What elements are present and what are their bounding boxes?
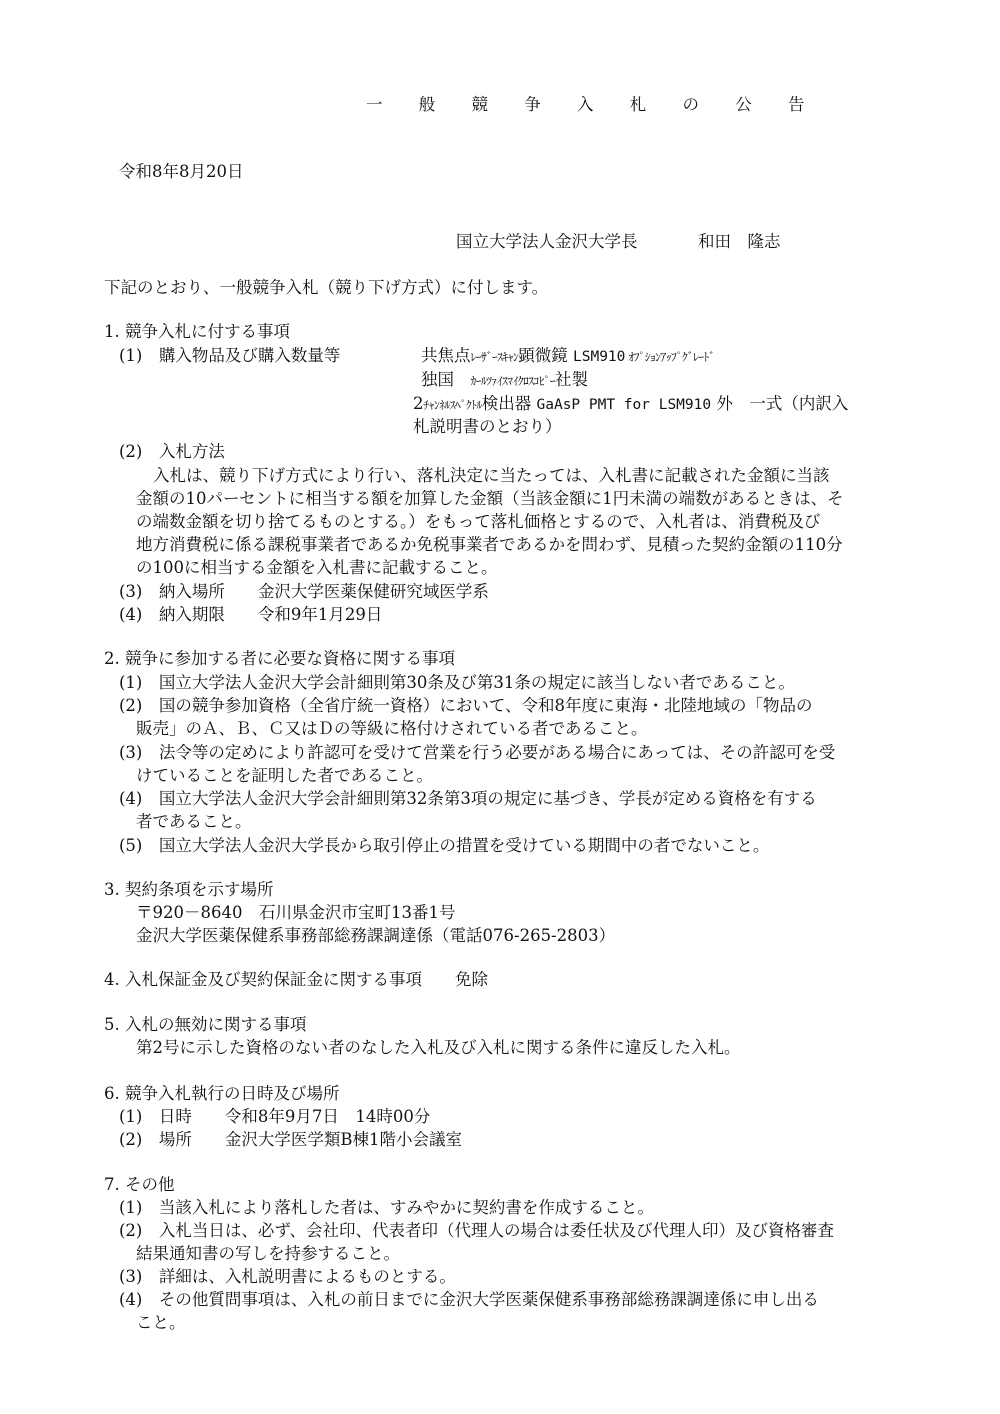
s2-item1: (1) 国立大学法人金沢大学会計細則第30条及び第31条の規定に該当しない者であること。 (119, 673, 795, 692)
s1-item2-line2: 金額の10パーセントに相当する額を加算した金額（当該金額に1円未満の端数があるときは、そ (136, 489, 844, 508)
issuer-name: 和田 隆志 (698, 232, 781, 251)
s7-item4-line1: (4) その他質問事項は、入札の前日までに金沢大学医薬保健系事務部総務課調達係に申し出る (119, 1290, 819, 1309)
section-2-heading: 2. 競争に参加する者に必要な資格に関する事項 (104, 649, 455, 668)
s1-item2-line1: 入札は、競り下げ方式により行い、落札決定に当たっては、入札書に記載された金額に当該 (153, 466, 830, 485)
notice-title: 一 般 競 争 入 札 の 公 告 (366, 95, 820, 114)
s1-item1-line3d: GaAsP PMT for LSM910 (536, 397, 712, 413)
s1-item1-line3a: 2 (413, 394, 424, 413)
s2-item2-line1: (2) 国の競争参加資格（全省庁統一資格）において、令和8年度に東海・北陸地域の「物品の (119, 696, 813, 715)
s2-item5: (5) 国立大学法人金沢大学長から取引停止の措置を受けている期間中の者でないこと。 (119, 836, 770, 855)
s1-item2-line4: 地方消費税に係る課税事業者であるか免税事業者であるかを問わず、見積った契約金額の110分 (136, 535, 843, 554)
s1-item2-label: (2) 入札方法 (119, 442, 225, 461)
s2-item4-line2: 者であること。 (136, 812, 252, 831)
s3-contact: 金沢大学医薬保健系事務部総務課調達係（電話076-265-2803） (136, 926, 616, 945)
s2-item2-line2: 販売」のＡ、Ｂ、Ｃ又はＤの等級に格付けされている者であること。 (136, 719, 648, 738)
s1-item1-line3b: ﾁｬﾝﾈﾙｽﾍﾟｸﾄﾙ (423, 398, 482, 412)
s1-item3: (3) 納入場所 金沢大学医薬保健研究域医学系 (119, 582, 489, 601)
s7-item4-line2: こと。 (136, 1313, 186, 1332)
section-7-heading: 7. その他 (104, 1175, 175, 1194)
s1-item1-line1e: ｵﾌﾟｼｮﾝｱｯﾌﾟｸﾞﾚｰﾄﾞ (625, 350, 715, 364)
s7-item3: (3) 詳細は、入札説明書によるものとする。 (119, 1267, 456, 1286)
s1-item4: (4) 納入期限 令和9年1月29日 (119, 605, 383, 624)
section-6-heading: 6. 競争入札執行の日時及び場所 (104, 1084, 340, 1103)
s1-item2-line5: の100に相当する金額を入札書に記載すること。 (136, 558, 498, 577)
issuer-organization: 国立大学法人金沢大学長 (456, 232, 638, 251)
section-4-heading: 4. 入札保証金及び契約保証金に関する事項 免除 (104, 970, 488, 989)
notice-date: 令和8年8月20日 (119, 162, 244, 181)
section-3-heading: 3. 契約条項を示す場所 (104, 880, 274, 899)
s1-item1-line3c: 検出器 (481, 394, 537, 413)
s1-item1-line1d: LSM910 (573, 349, 626, 365)
s1-item1-line2b: ｶｰﾙﾂｧｲｽﾏｲｸﾛｽｺﾋﾟｰ (470, 374, 555, 388)
s6-item1: (1) 日時 令和8年9月7日 14時00分 (119, 1107, 431, 1126)
s1-item1-line1 (421, 346, 715, 367)
intro-text: 下記のとおり、一般競争入札（競り下げ方式）に付します。 (104, 278, 549, 297)
s7-item1: (1) 当該入札により落札した者は、すみやかに契約書を作成すること。 (119, 1198, 654, 1217)
s2-item3-line2: けていることを証明した者であること。 (136, 766, 433, 785)
s1-item1-line2c: 社製 (555, 370, 588, 389)
section-1-heading: 1. 競争入札に付する事項 (104, 322, 290, 341)
s1-item1-line2 (421, 370, 588, 391)
s2-item3-line1: (3) 法令等の定めにより許認可を受けて営業を行う必要がある場合にあっては、その許認可を受 (119, 743, 836, 762)
s7-item2-line1: (2) 入札当日は、必ず、会社印、代表者印（代理人の場合は委任状及び代理人印）及び資格審査 (119, 1221, 835, 1240)
s1-item1-line1a: 共焦点 (421, 346, 471, 365)
s1-item1-line2a: 独国 (421, 370, 471, 389)
s6-item2: (2) 場所 金沢大学医学類B棟1階小会議室 (119, 1130, 462, 1149)
s1-item1-label: (1) 購入物品及び購入数量等 (119, 346, 341, 365)
s5-line1: 第2号に示した資格のない者のなした入札及び入札に関する条件に違反した入札。 (136, 1038, 741, 1057)
s7-item2-line2: 結果通知書の写しを持参すること。 (136, 1244, 400, 1263)
s1-item1-line3e: 外 一式（内訳入 (711, 394, 849, 413)
s3-address: 〒920－8640 石川県金沢市宝町13番1号 (136, 903, 456, 922)
s1-item1-line1b: ﾚｰｻﾞｰｽｷｬﾝ (470, 350, 519, 364)
s2-item4-line1: (4) 国立大学法人金沢大学会計細則第32条第3項の規定に基づき、学長が定める資格を有する (119, 789, 817, 808)
section-5-heading: 5. 入札の無効に関する事項 (104, 1015, 307, 1034)
s1-item1-line3 (413, 394, 848, 415)
s1-item2-line3: の端数金額を切り捨てるものとする。）をもって落札価格とするので、入札者は、消費税及び (136, 512, 821, 531)
s1-item1-line4: 札説明書のとおり） (413, 417, 562, 436)
s1-item1-line1c: 顕微鏡 (518, 346, 573, 365)
